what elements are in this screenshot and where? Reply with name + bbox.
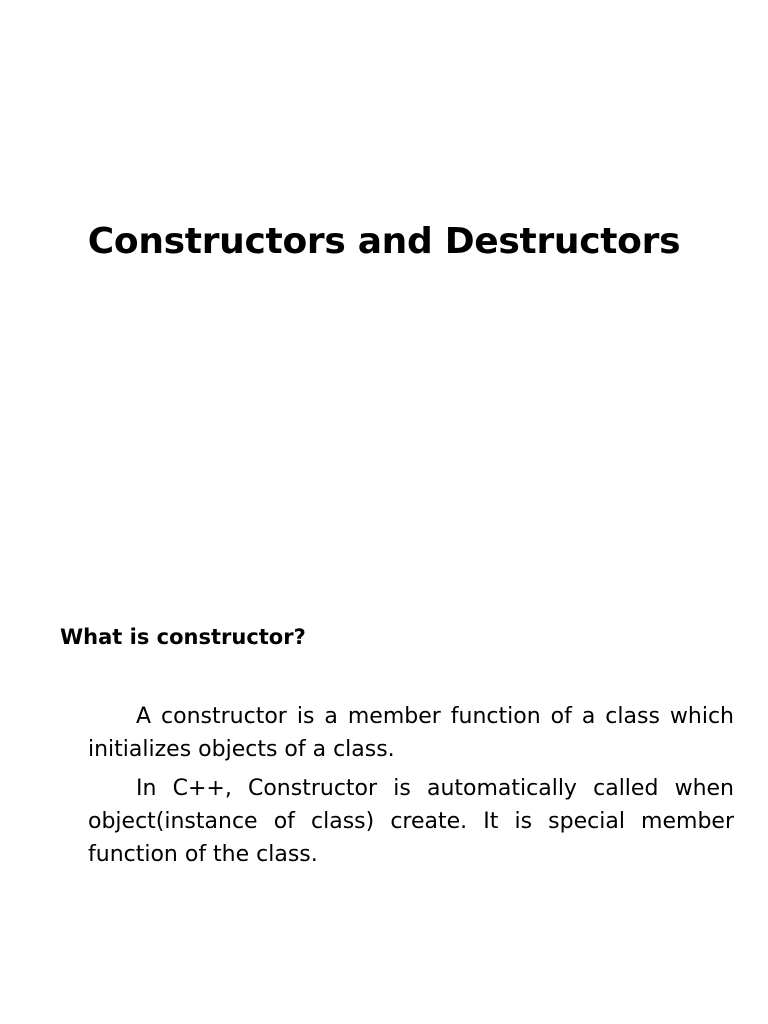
body-text <box>88 700 734 877</box>
slide-title: Constructors and Destructors <box>87 221 681 262</box>
section-heading: What is constructor? <box>60 625 306 649</box>
paragraph-definition: A constructor is a member function of a class which initializes objects of a class. <box>88 704 734 762</box>
paragraph-cpp-note: In C++, Constructor is automatically called when object(instance of class) create. It is special member function of the class. <box>88 776 734 867</box>
